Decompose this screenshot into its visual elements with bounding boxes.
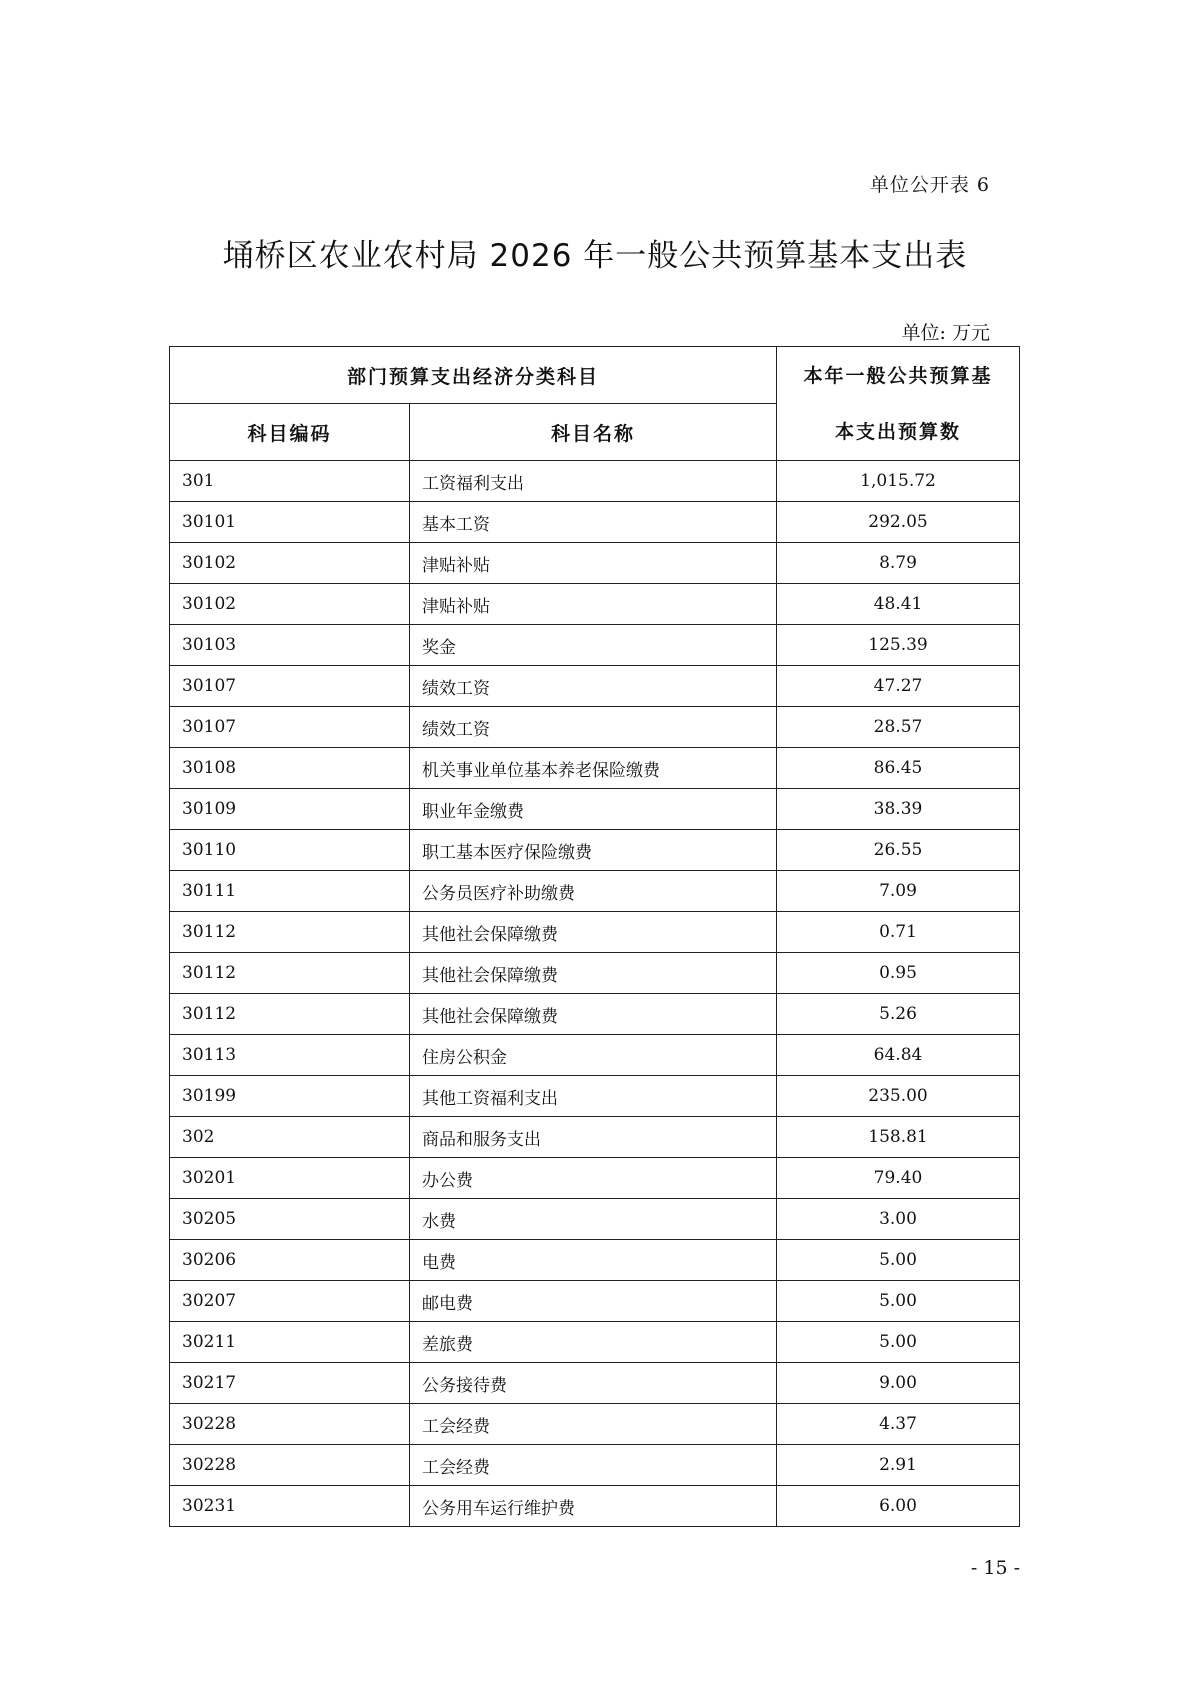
table-row	[170, 1035, 1020, 1076]
row-amount: 8.79	[777, 543, 1020, 584]
page-number: - 15 -	[970, 1557, 1020, 1579]
table-row	[170, 912, 1020, 953]
row-name: 工资福利支出	[410, 461, 777, 502]
row-name: 津贴补贴	[410, 543, 777, 584]
row-amount: 2.91	[777, 1445, 1020, 1486]
table-row	[170, 1363, 1020, 1404]
row-code: 30102	[170, 584, 410, 625]
row-code: 30228	[170, 1404, 410, 1445]
row-name: 办公费	[410, 1158, 777, 1199]
row-code: 30217	[170, 1363, 410, 1404]
row-name: 工会经费	[410, 1404, 777, 1445]
row-amount: 26.55	[777, 830, 1020, 871]
row-name: 工会经费	[410, 1445, 777, 1486]
page-title: 埇桥区农业农村局 2026 年一般公共预算基本支出表	[222, 238, 968, 274]
table-row	[170, 748, 1020, 789]
row-code: 30211	[170, 1322, 410, 1363]
row-name: 公务员医疗补助缴费	[410, 871, 777, 912]
table-row	[170, 789, 1020, 830]
table-row	[170, 830, 1020, 871]
row-name: 基本工资	[410, 502, 777, 543]
table-row	[170, 1281, 1020, 1322]
budget-table	[169, 346, 1020, 1527]
code-header: 科目编码	[170, 404, 410, 461]
row-name: 绩效工资	[410, 707, 777, 748]
row-name: 津贴补贴	[410, 584, 777, 625]
row-name: 公务用车运行维护费	[410, 1486, 777, 1527]
row-name: 其他工资福利支出	[410, 1076, 777, 1117]
row-code: 30108	[170, 748, 410, 789]
row-amount: 38.39	[777, 789, 1020, 830]
table-row	[170, 584, 1020, 625]
row-name: 电费	[410, 1240, 777, 1281]
row-name: 职工基本医疗保险缴费	[410, 830, 777, 871]
row-code: 30201	[170, 1158, 410, 1199]
amount-header-line1: 本年一般公共预算基	[803, 364, 993, 387]
table-row	[170, 1322, 1020, 1363]
row-amount: 79.40	[777, 1158, 1020, 1199]
row-amount: 235.00	[777, 1076, 1020, 1117]
row-amount: 86.45	[777, 748, 1020, 789]
row-code: 30112	[170, 912, 410, 953]
row-code: 30113	[170, 1035, 410, 1076]
row-code: 30199	[170, 1076, 410, 1117]
row-amount: 125.39	[777, 625, 1020, 666]
row-code: 30103	[170, 625, 410, 666]
row-amount: 47.27	[777, 666, 1020, 707]
amount-header-line2: 本支出预算数	[835, 420, 962, 443]
row-amount: 7.09	[777, 871, 1020, 912]
row-code: 30231	[170, 1486, 410, 1527]
table-row	[170, 543, 1020, 584]
table-label: 单位公开表 6	[869, 174, 990, 196]
table-row	[170, 1199, 1020, 1240]
row-name: 职业年金缴费	[410, 789, 777, 830]
table-row	[170, 707, 1020, 748]
row-code: 30109	[170, 789, 410, 830]
table-row	[170, 1240, 1020, 1281]
row-code: 30112	[170, 994, 410, 1035]
row-amount: 28.57	[777, 707, 1020, 748]
table-row	[170, 1445, 1020, 1486]
row-amount: 1,015.72	[777, 461, 1020, 502]
row-code: 302	[170, 1117, 410, 1158]
row-name: 其他社会保障缴费	[410, 953, 777, 994]
row-code: 30110	[170, 830, 410, 871]
row-name: 奖金	[410, 625, 777, 666]
row-name: 商品和服务支出	[410, 1117, 777, 1158]
row-code: 30107	[170, 666, 410, 707]
amount-header	[777, 347, 1020, 461]
name-header: 科目名称	[410, 404, 777, 461]
row-code: 30207	[170, 1281, 410, 1322]
row-amount: 5.00	[777, 1281, 1020, 1322]
row-amount: 0.71	[777, 912, 1020, 953]
row-name: 其他社会保障缴费	[410, 912, 777, 953]
row-amount: 64.84	[777, 1035, 1020, 1076]
row-name: 机关事业单位基本养老保险缴费	[410, 748, 777, 789]
row-amount: 48.41	[777, 584, 1020, 625]
table-row	[170, 1486, 1020, 1527]
table-row	[170, 1076, 1020, 1117]
row-code: 30107	[170, 707, 410, 748]
table-row	[170, 1117, 1020, 1158]
row-amount: 0.95	[777, 953, 1020, 994]
row-code: 30101	[170, 502, 410, 543]
table-row	[170, 953, 1020, 994]
row-amount: 6.00	[777, 1486, 1020, 1527]
row-name: 水费	[410, 1199, 777, 1240]
table-header	[170, 347, 1020, 461]
row-amount: 4.37	[777, 1404, 1020, 1445]
row-code: 30102	[170, 543, 410, 584]
row-code: 30206	[170, 1240, 410, 1281]
row-code: 301	[170, 461, 410, 502]
row-code: 30228	[170, 1445, 410, 1486]
row-name: 绩效工资	[410, 666, 777, 707]
table-row	[170, 502, 1020, 543]
row-amount: 3.00	[777, 1199, 1020, 1240]
unit-label: 单位: 万元	[901, 322, 990, 344]
table-row	[170, 994, 1020, 1035]
row-name: 住房公积金	[410, 1035, 777, 1076]
row-name: 差旅费	[410, 1322, 777, 1363]
row-name: 其他社会保障缴费	[410, 994, 777, 1035]
row-amount: 292.05	[777, 502, 1020, 543]
table-body	[170, 461, 1020, 1527]
table-row	[170, 666, 1020, 707]
row-code: 30205	[170, 1199, 410, 1240]
table-row	[170, 625, 1020, 666]
table-row	[170, 871, 1020, 912]
table-row	[170, 1404, 1020, 1445]
row-name: 公务接待费	[410, 1363, 777, 1404]
row-code: 30111	[170, 871, 410, 912]
row-name: 邮电费	[410, 1281, 777, 1322]
row-amount: 9.00	[777, 1363, 1020, 1404]
table-row	[170, 1158, 1020, 1199]
row-amount: 5.00	[777, 1240, 1020, 1281]
table-row	[170, 461, 1020, 502]
row-amount: 158.81	[777, 1117, 1020, 1158]
group-header: 部门预算支出经济分类科目	[170, 347, 777, 404]
row-amount: 5.00	[777, 1322, 1020, 1363]
row-amount: 5.26	[777, 994, 1020, 1035]
row-code: 30112	[170, 953, 410, 994]
